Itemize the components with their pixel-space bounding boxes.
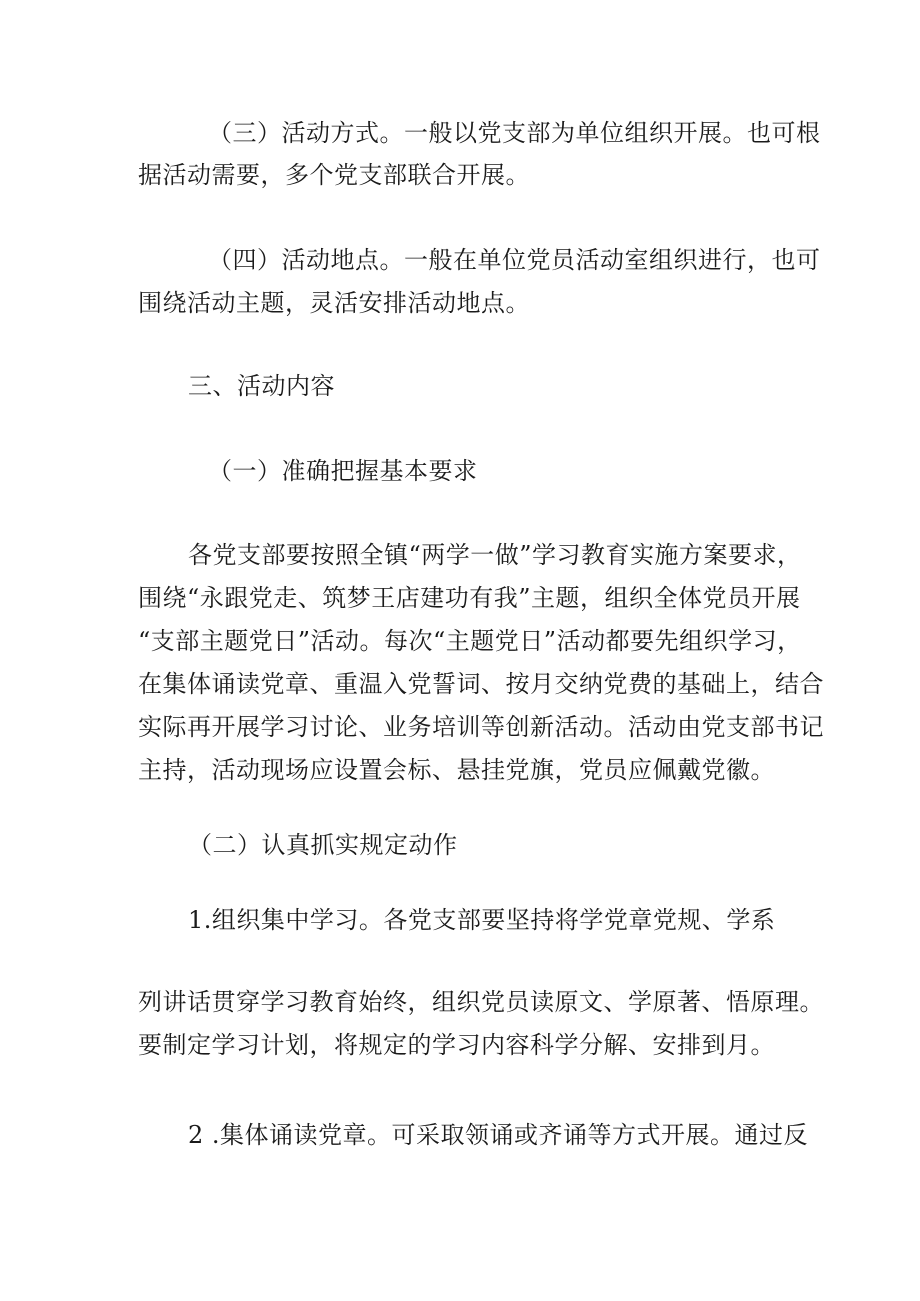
para-basic-requirements-line-4: 在集体诵读党章、重温入党誓词、按月交纳党费的基础上，结合	[138, 670, 824, 698]
item-2-line-1: 2 .集体诵读党章。可采取领诵或齐诵等方式开展。通过反	[188, 1121, 809, 1149]
para-basic-requirements-line-5: 实际再开展学习讨论、业务培训等创新活动。活动由党支部书记	[138, 713, 824, 741]
item-1-line-3: 要制定学习计划，将规定的学习内容科学分解、安排到月。	[138, 1031, 775, 1059]
para-basic-requirements-line-6: 主持，活动现场应设置会标、悬挂党旗，党员应佩戴党徽。	[138, 756, 775, 784]
subsection-heading-basic-requirements: （一）准确把握基本要求	[208, 457, 478, 485]
para-basic-requirements-line-3: “支部主题党日”活动。每次“主题党日”活动都要先组织学习，	[138, 627, 802, 655]
para-activity-location-line-1: （四）活动地点。一般在单位党员活动室组织进行，也可	[208, 246, 821, 274]
item-1-line-2: 列讲话贯穿学习教育始终，组织党员读原文、学原著、悟原理。	[138, 988, 824, 1016]
para-activity-method-line-1: （三）活动方式。一般以党支部为单位组织开展。也可根	[208, 119, 821, 147]
item-1-line-1: 1.组织集中学习。各党支部要坚持将学党章党规、学系	[188, 906, 776, 934]
para-basic-requirements-line-2: 围绕“永跟党走、筑梦王店建功有我”主题，组织全体党员开展	[138, 584, 801, 612]
para-activity-location-line-2: 围绕活动主题，灵活安排活动地点。	[138, 289, 530, 317]
subsection-heading-required-actions: （二）认真抓实规定动作	[188, 831, 458, 859]
para-activity-method-line-2: 据活动需要，多个党支部联合开展。	[138, 161, 530, 189]
section-heading-activity-content: 三、活动内容	[188, 372, 335, 400]
para-basic-requirements-line-1: 各党支部要按照全镇“两学一做”学习教育实施方案要求，	[188, 541, 802, 569]
